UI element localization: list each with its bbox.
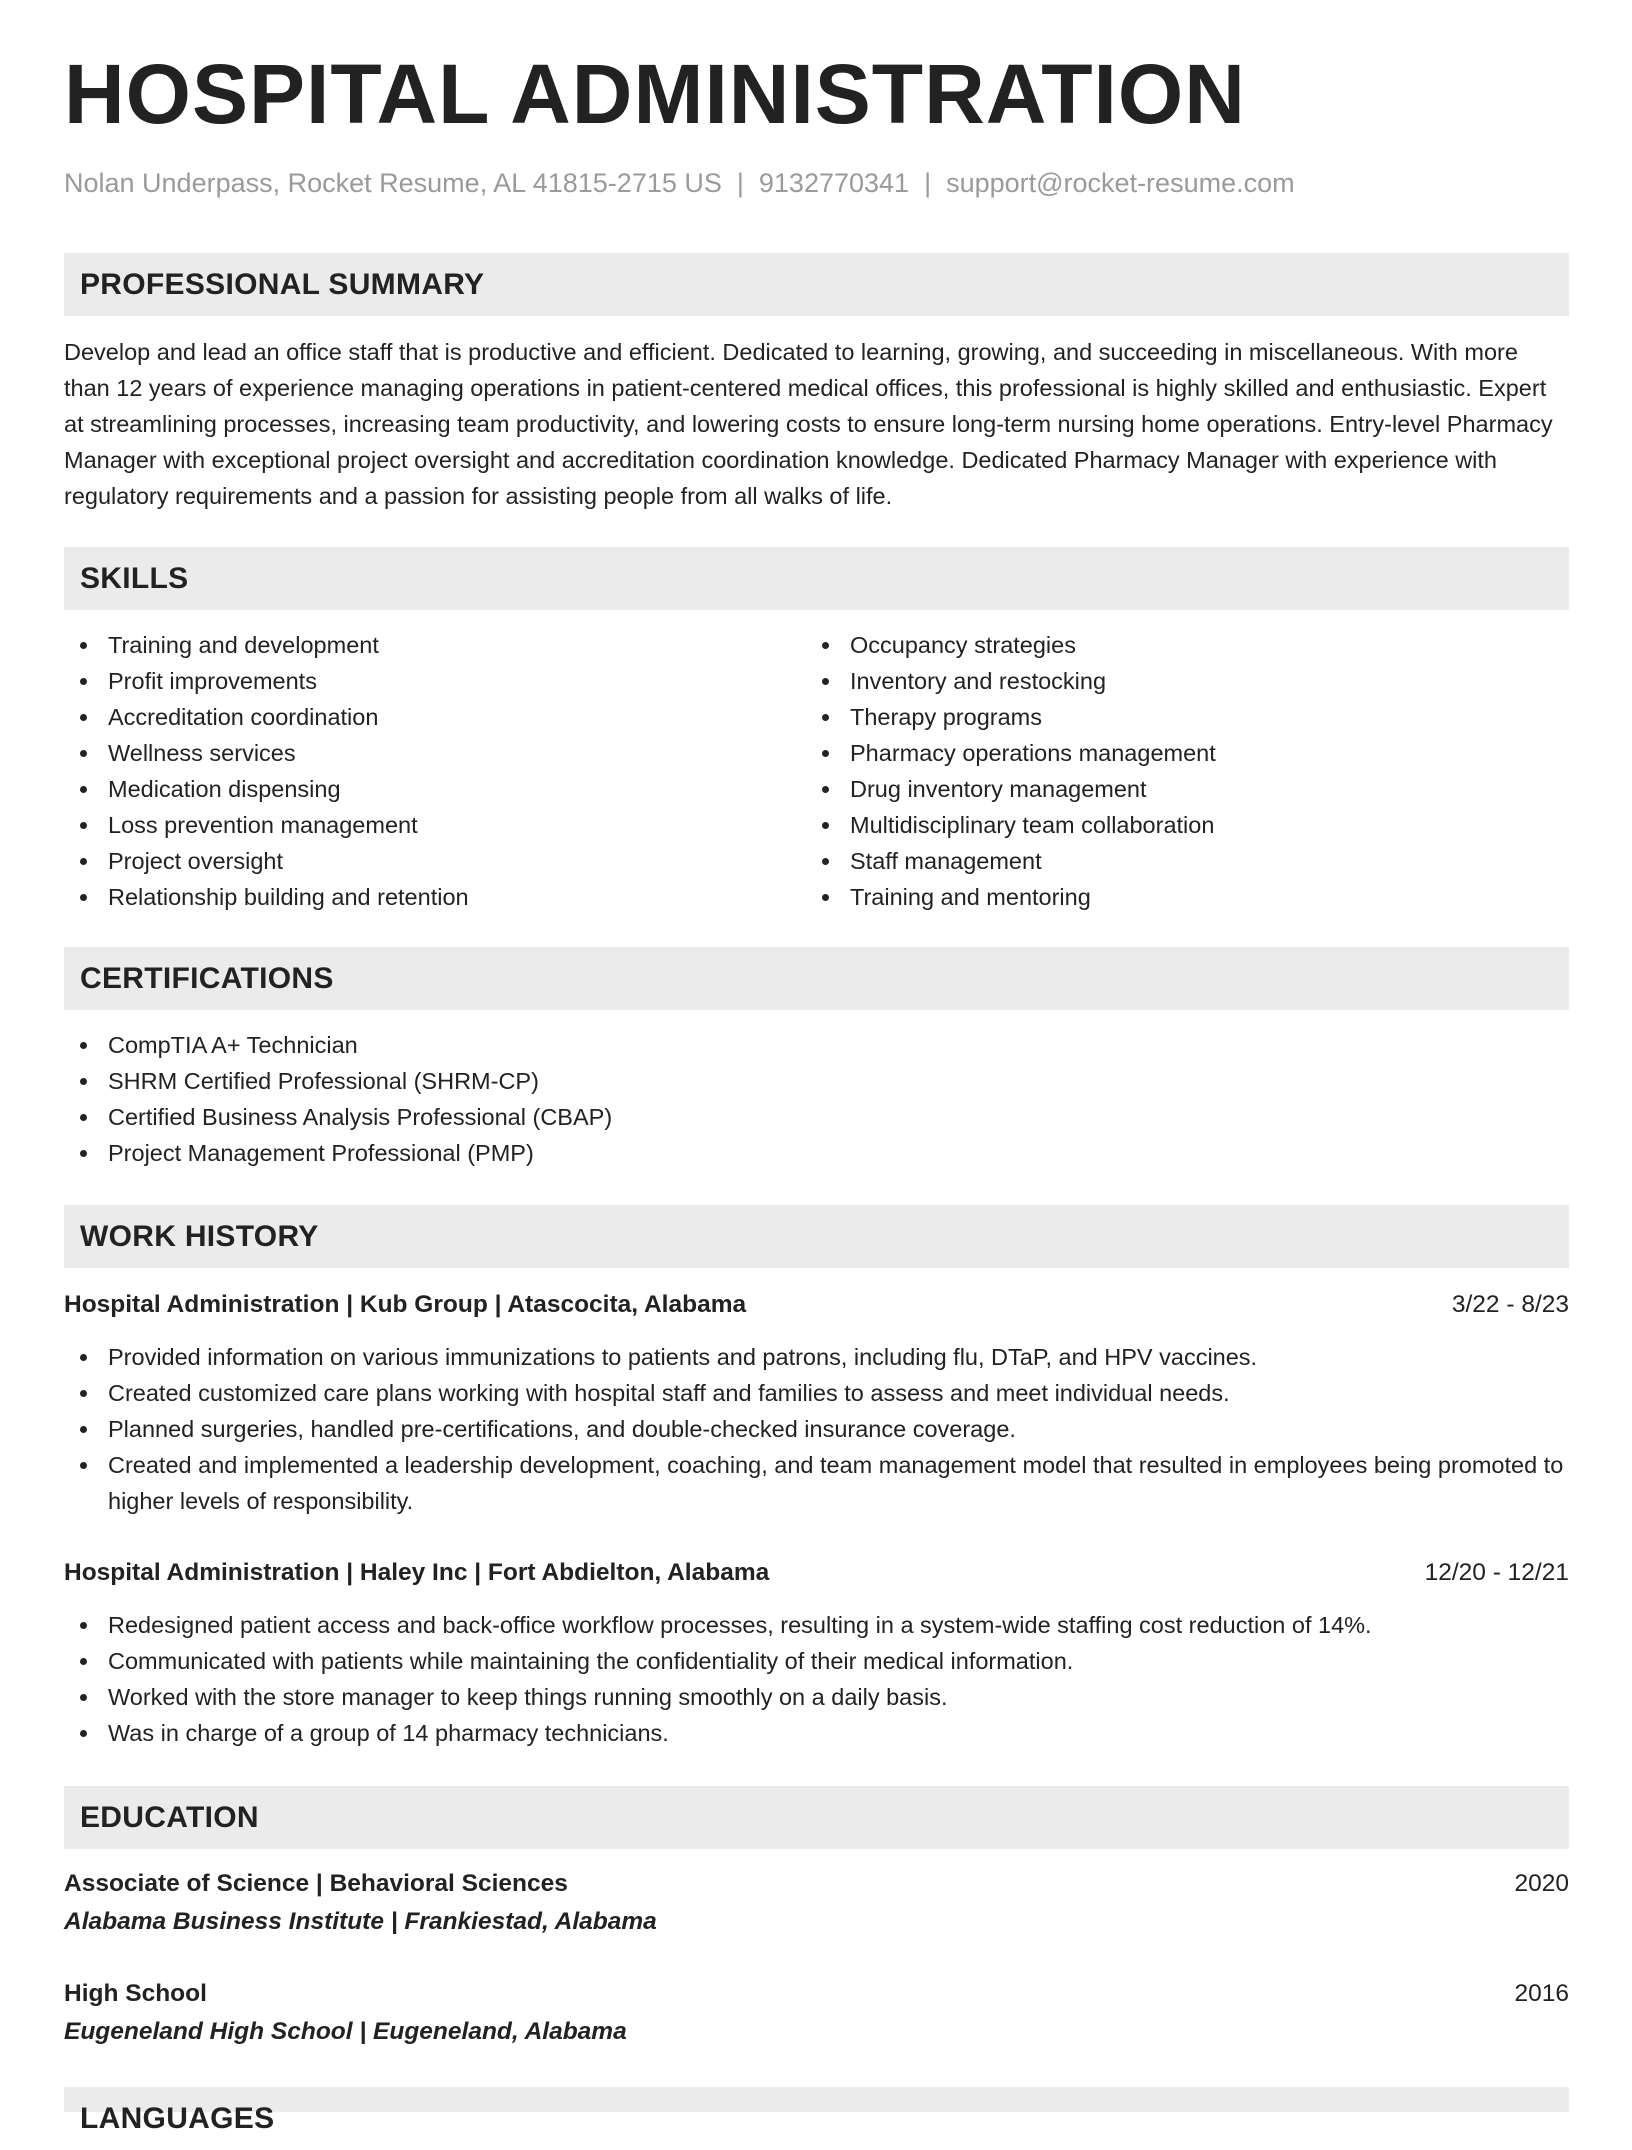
skill-item: Medication dispensing — [64, 771, 764, 807]
education-header — [64, 1976, 1569, 2012]
skill-item: Therapy programs — [806, 699, 1546, 735]
certification-item: Certified Business Analysis Professional (CBAP) — [64, 1099, 1569, 1135]
job-bullet: Created and implemented a leadership development, coaching, and team management model that resulted in employees being promoted to higher levels of responsibility. — [64, 1447, 1569, 1519]
job-title: Hospital Administration | Kub Group | Atascocita, Alabama — [64, 1291, 747, 1318]
certification-item: Project Management Professional (PMP) — [64, 1135, 1569, 1171]
job-bullet: Created customized care plans working with hospital staff and families to assess and meet individual needs. — [64, 1375, 1569, 1411]
skill-item: Drug inventory management — [806, 771, 1546, 807]
job-bullets — [64, 1607, 1569, 1751]
skill-item: Staff management — [806, 843, 1546, 879]
education-degree: Associate of Science | Behavioral Sciences — [64, 1870, 568, 1897]
contact-phone: 9132770341 — [758, 168, 910, 198]
skill-item: Training and mentoring — [806, 879, 1546, 915]
job-bullet: Planned surgeries, handled pre-certifications, and double-checked insurance coverage. — [64, 1411, 1569, 1447]
job-dates: 12/20 - 12/21 — [1424, 1559, 1569, 1586]
certifications-list — [64, 1027, 1569, 1171]
education-degree: High School — [64, 1980, 207, 2007]
skill-item: Wellness services — [64, 735, 764, 771]
job-bullet: Was in charge of a group of 14 pharmacy technicians. — [64, 1715, 1569, 1751]
section-heading-education: EDUCATION — [64, 1786, 1569, 1849]
contact-separator: | — [736, 168, 744, 198]
education-header — [64, 1866, 1569, 1902]
education-year: 2016 — [1514, 1980, 1569, 2007]
summary-text: Develop and lead an office staff that is productive and efficient. Dedicated to learning, growing, and succeeding in miscellaneous. With more than 12 years of experience managing operations in patient-centered medical offices, this professional is highly skilled and enthusiastic. Expert at streamlining processes, increasing team productivity, and lowering costs to ensure long-term nursing home operations. Entry-level Pharmacy Manager with exceptional project oversight and accreditation coordination knowledge. Dedicated Pharmacy Manager with experience with regulatory requirements and a passion for assisting people from all walks of life. — [64, 339, 1553, 509]
education-school: Alabama Business Institute | Frankiestad, Alabama — [64, 1908, 657, 1935]
skill-item: Occupancy strategies — [806, 627, 1546, 663]
skill-item: Pharmacy operations management — [806, 735, 1546, 771]
certification-item: CompTIA A+ Technician — [64, 1027, 1569, 1063]
resume-title: HOSPITAL ADMINISTRATION — [64, 47, 1246, 141]
job-bullet: Provided information on various immunizations to patients and patrons, including flu, DTaP, and HPV vaccines. — [64, 1339, 1569, 1375]
skill-item: Relationship building and retention — [64, 879, 764, 915]
section-heading-skills: SKILLS — [64, 547, 1569, 610]
section-heading-languages: LANGUAGES — [64, 2087, 1569, 2112]
certification-item: SHRM Certified Professional (SHRM-CP) — [64, 1063, 1569, 1099]
job-bullet: Worked with the store manager to keep things running smoothly on a daily basis. — [64, 1679, 1569, 1715]
contact-separator: | — [924, 168, 932, 198]
job-title: Hospital Administration | Haley Inc | Fort Abdielton, Alabama — [64, 1559, 770, 1586]
contact-address: Nolan Underpass, Rocket Resume, AL 41815-2715 US — [64, 168, 722, 198]
skill-item: Training and development — [64, 627, 764, 663]
section-heading-summary: PROFESSIONAL SUMMARY — [64, 253, 1569, 316]
section-heading-certifications: CERTIFICATIONS — [64, 947, 1569, 1010]
job-header — [64, 1555, 1569, 1591]
contact-line — [64, 168, 1295, 199]
skill-item: Accreditation coordination — [64, 699, 764, 735]
job-dates: 3/22 - 8/23 — [1451, 1291, 1569, 1318]
skills-list-left — [64, 627, 764, 915]
skill-item: Inventory and restocking — [806, 663, 1546, 699]
skills-list-right — [806, 627, 1546, 915]
job-bullet: Redesigned patient access and back-office workflow processes, resulting in a system-wide staffing cost reduction of 14%. — [64, 1607, 1569, 1643]
skill-item: Profit improvements — [64, 663, 764, 699]
skill-item: Loss prevention management — [64, 807, 764, 843]
skill-item: Project oversight — [64, 843, 764, 879]
section-heading-work-history: WORK HISTORY — [64, 1205, 1569, 1268]
skill-item: Multidisciplinary team collaboration — [806, 807, 1546, 843]
job-header — [64, 1287, 1569, 1323]
contact-email: support@rocket-resume.com — [946, 168, 1295, 198]
education-school: Eugeneland High School | Eugeneland, Alabama — [64, 2018, 627, 2045]
job-bullet: Communicated with patients while maintaining the confidentiality of their medical information. — [64, 1643, 1569, 1679]
education-year: 2020 — [1514, 1870, 1569, 1897]
job-bullets — [64, 1339, 1569, 1519]
